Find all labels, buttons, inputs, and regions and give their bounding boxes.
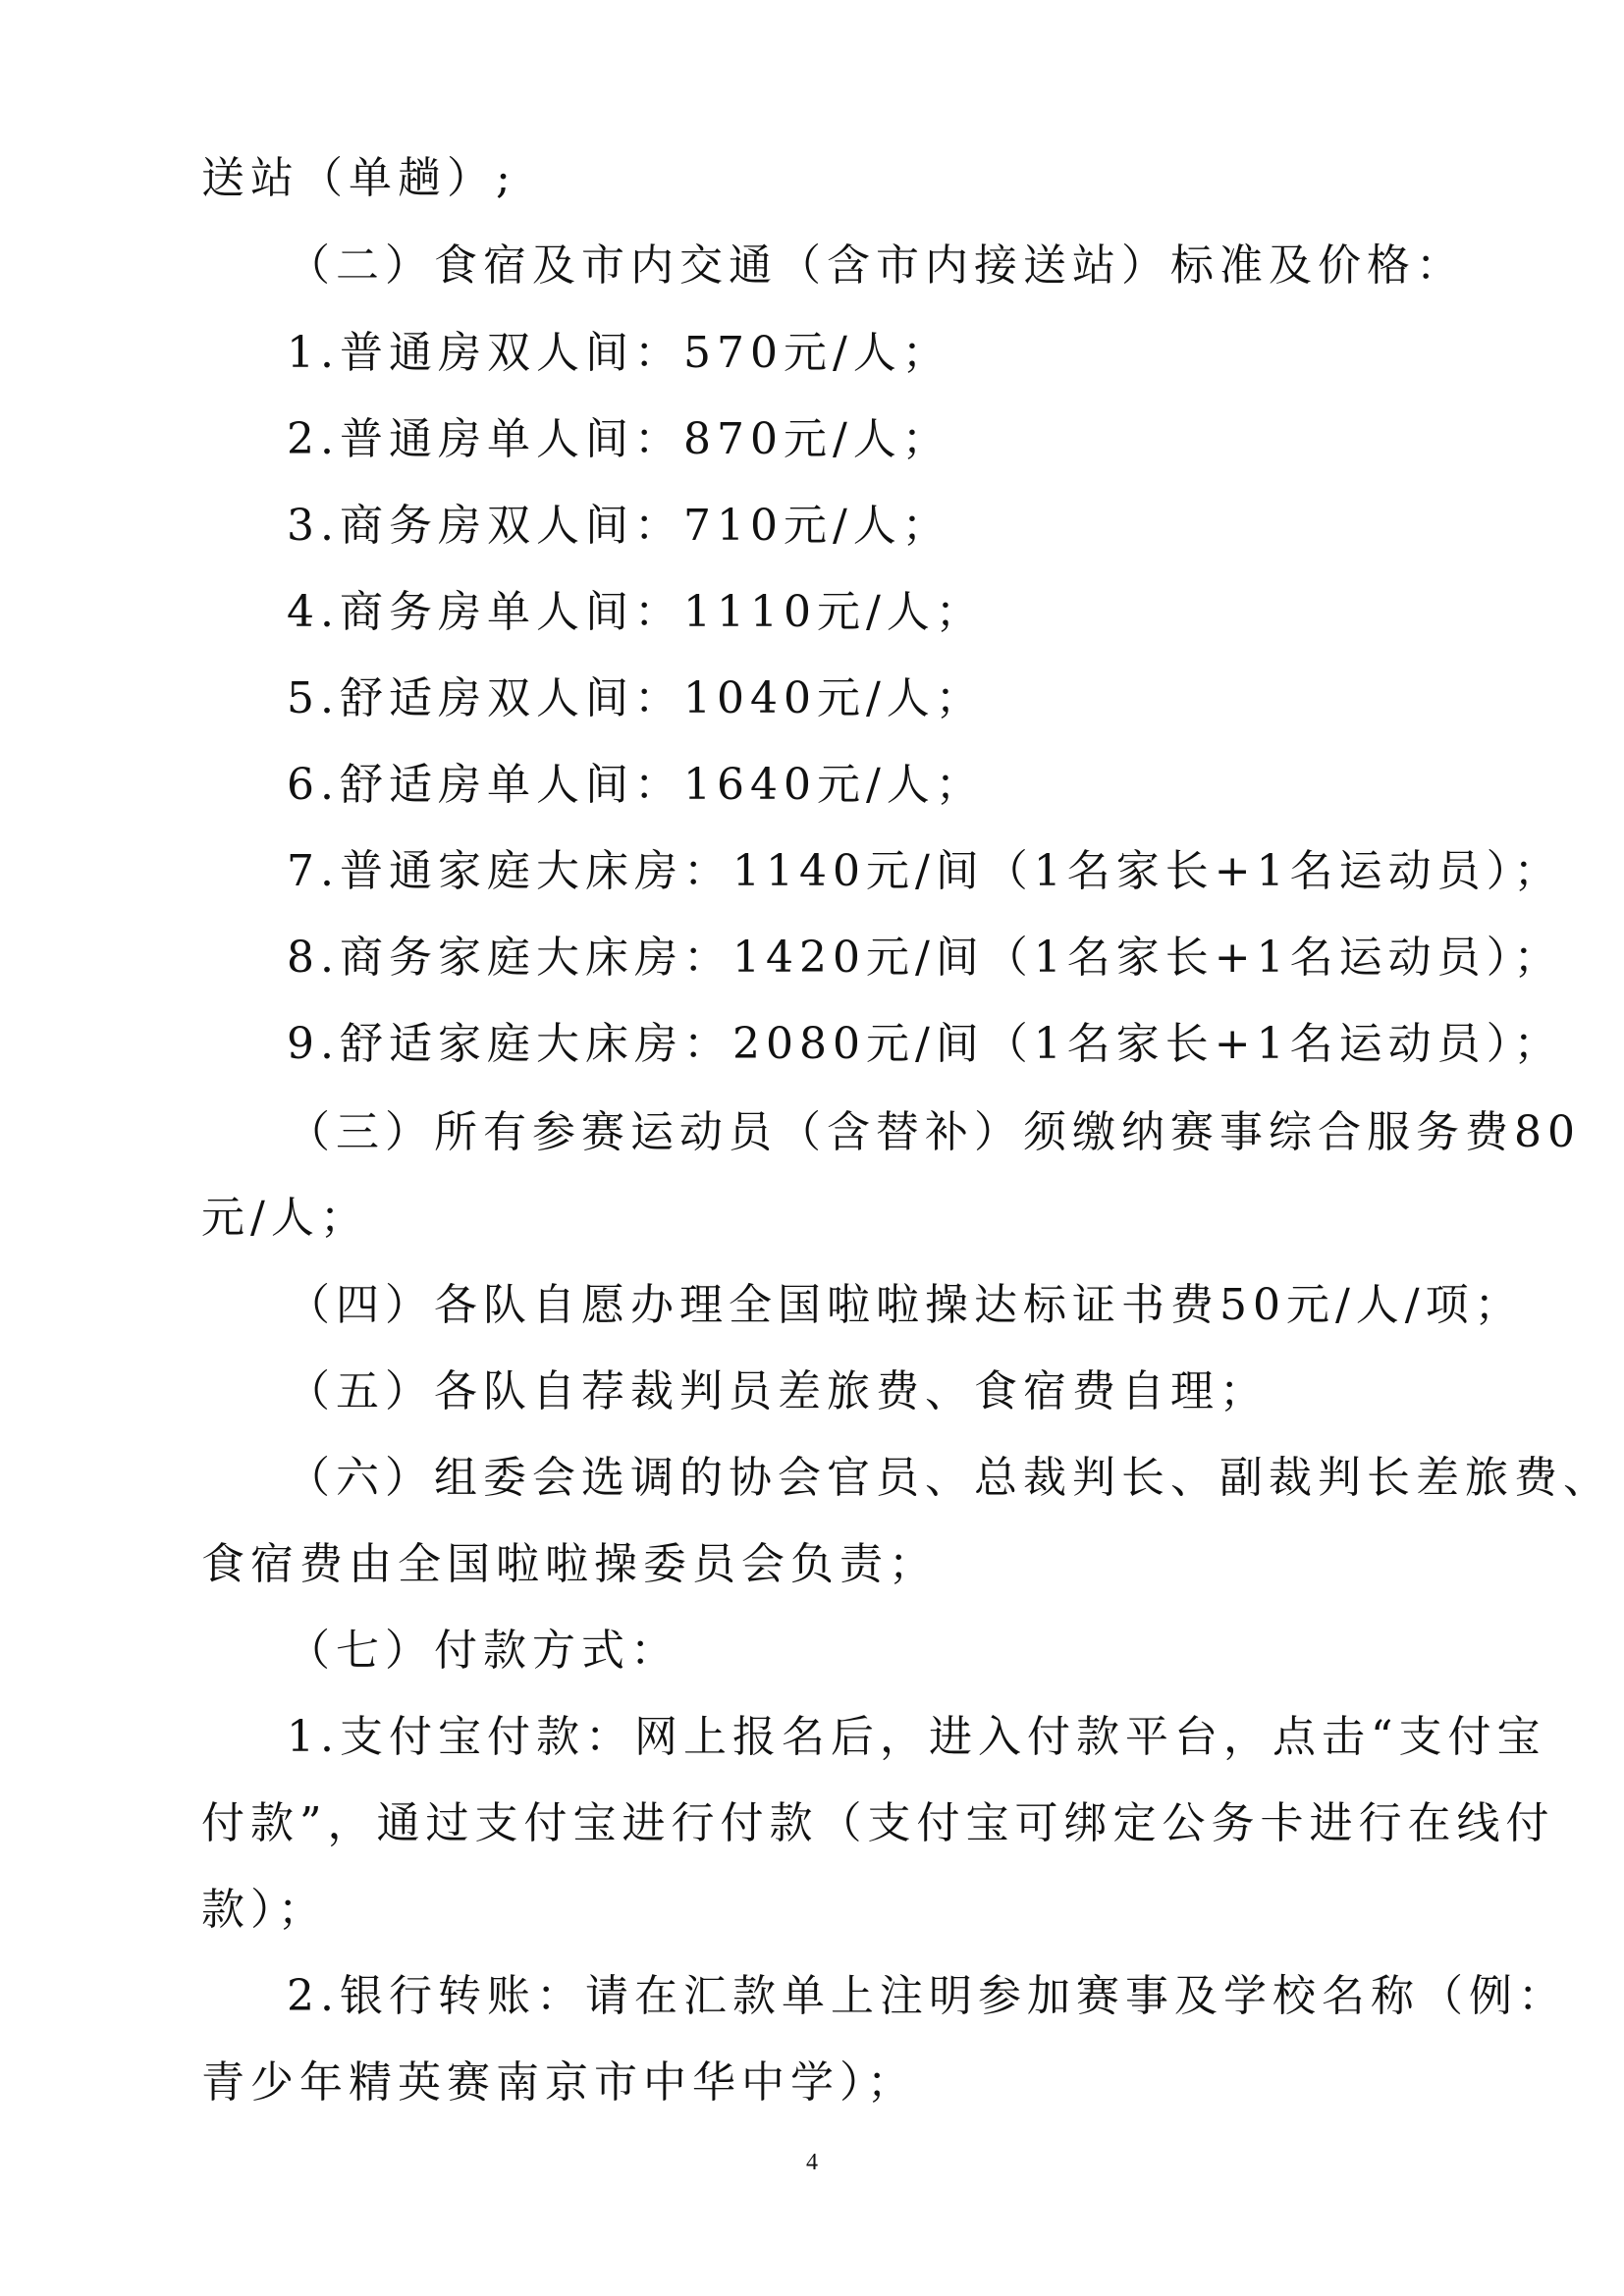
text-line: 食宿费由全国啦啦操委员会负责； xyxy=(201,1539,938,1589)
section-heading-2: （二）食宿及市内交通（含市内接送站）标准及价格： xyxy=(287,240,1465,291)
section-heading-4: （四）各队自愿办理全国啦啦操达标证书费50元/人/项； xyxy=(287,1280,1524,1330)
list-item: 1.普通房双人间：570元/人； xyxy=(287,328,951,378)
section-heading-6: （六）组委会选调的协会官员、总裁判长、副裁判长差旅费、 xyxy=(287,1453,1612,1503)
list-item: 5.舒适房双人间：1040元/人； xyxy=(287,673,985,723)
text-line: 款）； xyxy=(201,1885,327,1935)
text-line: 送站（单趟）; xyxy=(201,153,516,203)
section-heading-5: （五）各队自荐裁判员差旅费、食宿费自理； xyxy=(287,1366,1269,1416)
page-number: 4 xyxy=(806,2150,818,2175)
text-line: 元/人； xyxy=(201,1193,369,1243)
list-item: 2.银行转账：请在汇款单上注明参加赛事及学校名称（例： xyxy=(287,1971,1567,2021)
list-item: 6.舒适房单人间：1640元/人； xyxy=(287,760,985,810)
list-item: 9.舒适家庭大床房：2080元/间（1名家长+1名运动员）； xyxy=(287,1019,1563,1069)
text-line: 青少年精英赛南京市中华中学）； xyxy=(201,2057,916,2108)
list-item: 3.商务房双人间：710元/人； xyxy=(287,501,951,551)
list-item: 8.商务家庭大床房：1420元/间（1名家长+1名运动员）； xyxy=(287,933,1563,983)
list-item: 1.支付宝付款：网上报名后，进入付款平台，点击“支付宝 xyxy=(287,1712,1546,1762)
text-line: 付款”，通过支付宝进行付款（支付宝可绑定公务卡进行在线付 xyxy=(201,1798,1555,1848)
section-heading-3: （三）所有参赛运动员（含替补）须缴纳赛事综合服务费80 xyxy=(287,1107,1581,1157)
list-item: 7.普通家庭大床房：1140元/间（1名家长+1名运动员）； xyxy=(287,846,1563,896)
list-item: 2.普通房单人间：870元/人； xyxy=(287,414,951,464)
section-heading-7: （七）付款方式： xyxy=(287,1626,679,1676)
list-item: 4.商务房单人间：1110元/人； xyxy=(287,587,985,637)
